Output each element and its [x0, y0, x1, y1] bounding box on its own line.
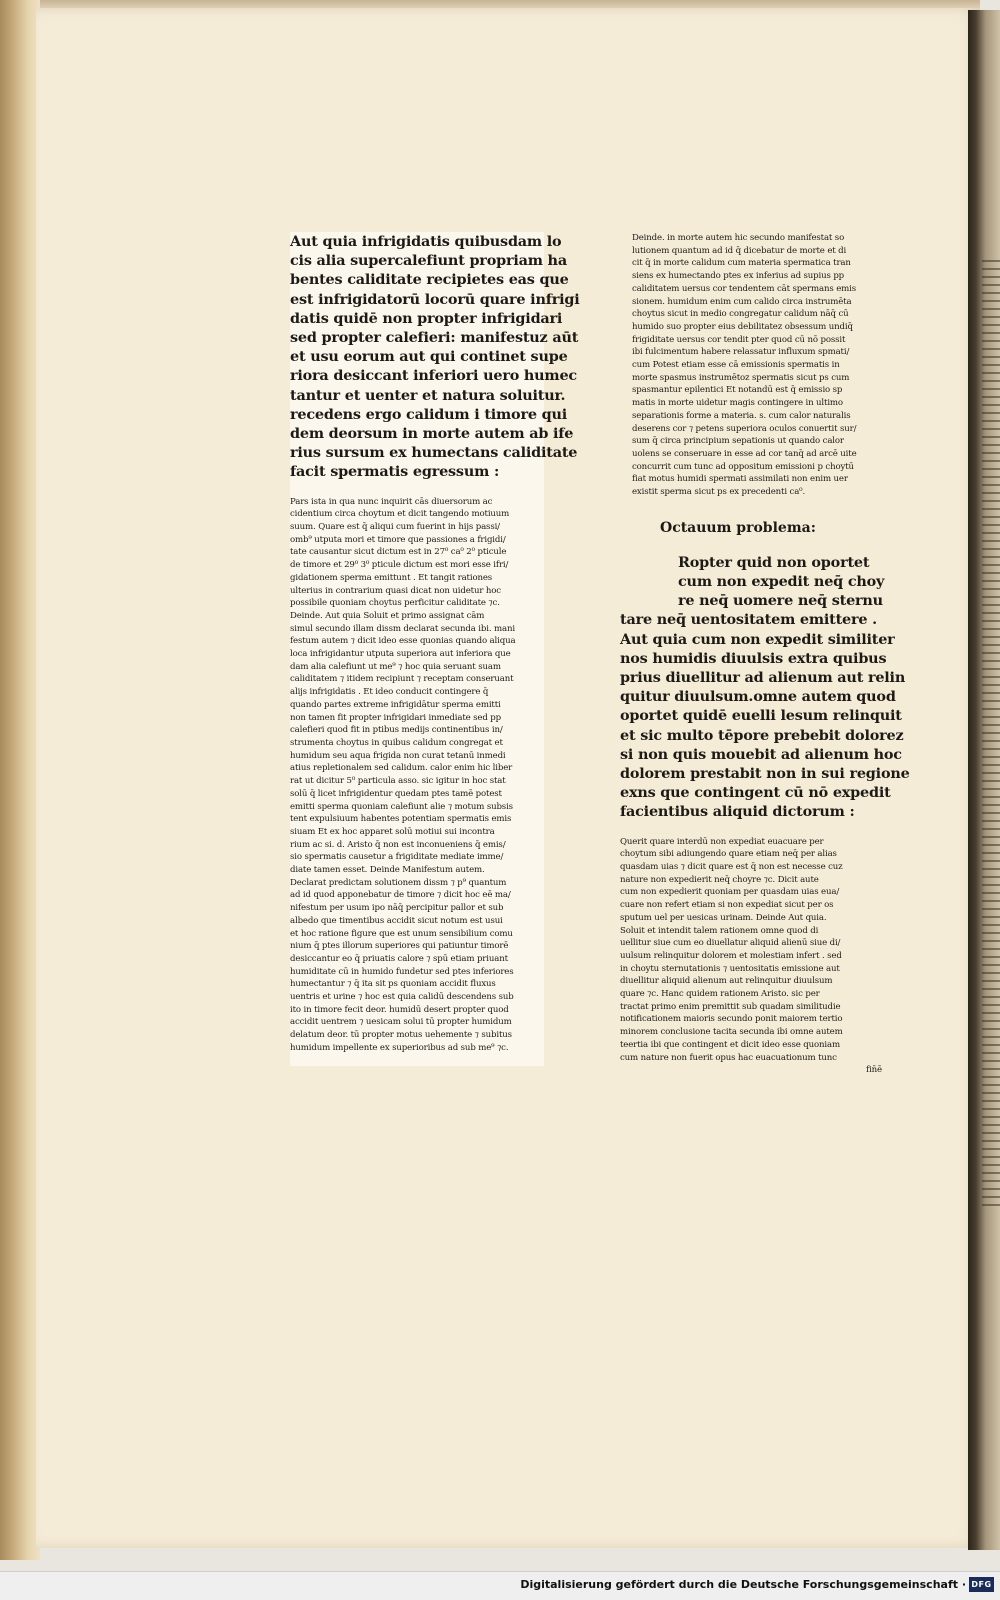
commentary-line: choytus sicut in medio congregatur calidum nāq̄ cū	[632, 309, 849, 320]
right-commentary-bottom	[620, 836, 882, 1077]
commentary-line: uolens se conseruare in esse ad cor tanq̄ ad arcē uite	[632, 448, 857, 459]
commentary-line: nifestum per usum ipo nāq̄ percipitur pallor et sub	[290, 903, 504, 914]
funding-notice: Digitalisierung gefördert durch die Deutsche Forschungsgemeinschaft ·	[520, 1578, 966, 1591]
text-line: cum non expedit neq̄ choy	[678, 572, 885, 590]
commentary-line: quare ⁊c. Hanc quidem rationem Aristo. sic per	[620, 989, 820, 1000]
commentary-line: rium ac si. d. Aristo q̄ non est inconueniens q̄ emis/	[290, 839, 506, 850]
commentary-line: et hoc ratione figure que est unum sensibilium comu	[290, 928, 513, 939]
right-main-text	[620, 553, 910, 822]
text-line: sed propter calefieri: manifestuz aūt	[290, 329, 579, 347]
text-line: et sic multo tēpore prebebit dolorez	[620, 726, 904, 744]
commentary-line: fiat motus humidi spermati assimilati non enim uer	[632, 474, 848, 485]
commentary-line: Deinde. Aut quia Soluit et primo assignat cām	[290, 610, 485, 621]
text-line: oportet quidē euelli lesum relinquit	[620, 707, 902, 725]
text-line: rius sursum ex humectans caliditate	[290, 444, 578, 462]
commentary-line: quando partes extreme infrigidātur sperma emitti	[290, 699, 501, 710]
commentary-line: notificationem maioris secundo ponit maiorem tertio	[620, 1014, 843, 1025]
commentary-line: cuare non refert etiam si non expediat sicut per os	[620, 900, 834, 911]
text-line: est infrigidatorū locorū quare infrigi	[290, 290, 580, 308]
commentary-line: alijs infrigidatis . Et ideo conducit contingere q̄	[290, 687, 489, 698]
commentary-line: humiditate cū in humido fundetur sed ptes inferiores	[290, 966, 514, 977]
text-line: cis alia supercalefiunt propriam ha	[290, 252, 567, 270]
commentary-line: teertia ibi que contingent et dicit ideo esse quoniam	[620, 1039, 840, 1050]
commentary-line: diate tamen esset. Deinde Manifestum autem.	[290, 865, 485, 876]
text-line: dem deorsum in morte autem ab ife	[290, 425, 574, 443]
commentary-line: cit q̄ in morte calidum cum materia spermatica tran	[632, 258, 851, 269]
text-line: exns que contingent cū nō expedit	[620, 784, 891, 802]
footer-bar	[0, 1571, 1000, 1600]
commentary-line: siens ex humectando ptes ex inferius ad supius pp	[632, 271, 845, 282]
commentary-line: desiccantur eo q̄ priuatis calore ⁊ spū etiam priuant	[290, 953, 508, 964]
commentary-line: uulsum relinquitur dolorem et molestiam infert . sed	[620, 950, 842, 961]
commentary-line: frigiditate uersus cor tendit pter quod cū nō possit	[632, 334, 846, 345]
commentary-line: cum nature non fuerit opus hac euacuationum tunc	[620, 1052, 837, 1063]
commentary-line: sum q̄ circa principium sepationis ut quando calor	[632, 436, 844, 447]
commentary-line: humidum seu aqua frigida non curat tetanū inmedi	[290, 750, 506, 761]
commentary-line: nium q̄ ptes illorum superiores qui patiuntur timorē	[290, 941, 509, 952]
commentary-line: solū q̄ licet infrigidentur quedam ptes tamē potest	[290, 788, 502, 799]
commentary-line: in choytu sternutationis ⁊ uentositatis emissione aut	[620, 963, 840, 974]
commentary-line: atius repletionalem sed calidum. calor enim hic liber	[290, 763, 513, 774]
commentary-line: lutionem quantum ad id q̄ dicebatur de morte et di	[632, 245, 847, 256]
commentary-line: existit sperma sicut ps ex precedenti ca⁰.	[632, 487, 806, 498]
commentary-line: cidentium circa choytum et dicit tangendo motiuum	[290, 509, 510, 520]
text-line: re neq̄ uomere neq̄ sternu	[678, 592, 883, 610]
text-line: Ropter quid non oportet	[678, 553, 870, 571]
commentary-line: Deinde. in morte autem hic secundo manifestat so	[632, 233, 845, 243]
commentary-line: choytum sibi adiungendo quare etiam neq̄ per alias	[620, 849, 837, 860]
text-line: bentes caliditate recipietes eas que	[290, 271, 569, 289]
book-left-edge	[0, 0, 40, 1560]
commentary-line: quasdam uias ⁊ dicit quare est q̄ non est necesse cuz	[620, 862, 843, 873]
dfg-logo: DFG	[969, 1577, 994, 1592]
commentary-line: Pars ista in qua nunc inquirit cās diuersorum ac	[290, 496, 493, 507]
commentary-line: delatum deor. tū propter motus uehemente ⁊ subitus	[290, 1030, 512, 1041]
commentary-line: gidationem sperma emittunt . Et tangit rationes	[290, 572, 493, 583]
commentary-line: spasmantur epilentici Et notandū est q̄ emissio sp	[632, 385, 843, 396]
commentary-line: calefieri quod fit in ptibus medijs continentibus in/	[290, 725, 503, 736]
commentary-line: morte spasmus instrumētoz spermatis sicut ps cum	[632, 372, 850, 383]
commentary-line: ulterius in contrarium quasi dicat non uidetur hoc	[290, 585, 501, 596]
commentary-line: sputum uel per uesicas urinam. Deinde Aut quia.	[620, 912, 827, 923]
left-main-text	[290, 232, 580, 482]
commentary-line: rat ut dicitur 5⁰ particula asso. sic igitur in hoc stat	[290, 776, 506, 787]
commentary-line: diuellitur aliquid alienum aut relinquitur diuulsum	[620, 976, 833, 987]
commentary-line: matis in morte uidetur magis contingere in ultimo	[632, 398, 843, 409]
commentary-line: dam alia calefiunt ut me⁹ ⁊ hoc quia seruant suam	[290, 661, 501, 672]
right-commentary-top	[620, 232, 882, 499]
text-line: Aut quia infrigidatis quibusdam lo	[290, 233, 562, 250]
text-line: facientibus aliquid dictorum :	[620, 803, 855, 821]
section-heading: Octauum problema:	[660, 519, 816, 536]
commentary-line: uentris et urine ⁊ hoc est quia calidū descendens sub	[290, 992, 514, 1003]
commentary-line: minorem conclusione tacita secunda ibi omne autem	[620, 1027, 843, 1038]
commentary-line: accidit uentrem ⁊ uesicam solui tū propter humidum	[290, 1017, 512, 1028]
commentary-line: ibi fulcimentum habere relassatur influxum spmati/	[632, 347, 850, 358]
commentary-line: Declarat predictam solutionem dissm ⁊ p⁹ quantum	[290, 877, 507, 888]
commentary-line: sio spermatis causetur a frigiditate mediate imme/	[290, 852, 504, 863]
commentary-line: uellitur siue cum eo diuellatur aliquid alienū siue di/	[620, 938, 841, 949]
commentary-line: omb⁹ utputa mori et timore que passiones a frigidi/	[290, 534, 506, 545]
text-line: Aut quia cum non expedit similiter	[620, 630, 895, 648]
text-line: quitur diuulsum.omne autem quod	[620, 688, 896, 706]
commentary-line: tractat primo enim premittit sub quadam similitudie	[620, 1001, 841, 1012]
text-line: nos humidis diuulsis extra quibus	[620, 649, 887, 667]
text-line: dolorem prestabit non in sui regione	[620, 765, 910, 782]
commentary-line: cum Potest etiam esse cā emissionis spermatis in	[632, 360, 840, 371]
commentary-line: Soluit et intendit talem rationem omne quod di	[620, 925, 819, 936]
commentary-line: siuam Et ex hoc apparet solū motiui sui incontra	[290, 826, 495, 837]
next-page-edge	[982, 260, 1000, 1210]
catchword: fin̄ē	[866, 1065, 882, 1076]
right-text-column	[620, 232, 910, 1078]
commentary-line: cum non expedierit quoniam per quasdam uias eua/	[620, 887, 840, 898]
commentary-line: ito in timore fecit deor. humidū desert propter quod	[290, 1004, 509, 1015]
commentary-line: deserens cor ⁊ petens superiora oculos conuertit sur/	[632, 423, 857, 434]
commentary-line: albedo que timentibus accidit sicut notum est usui	[290, 915, 503, 926]
left-commentary	[290, 496, 544, 1055]
commentary-line: humidum impellente ex superioribus ad sub me⁹ ⁊c.	[290, 1042, 509, 1053]
text-line: tare neq̄ uentositatem emittere .	[620, 611, 877, 629]
commentary-line: strumenta choytus in quibus calidum congregat et	[290, 738, 503, 748]
text-line: facit spermatis egressum :	[290, 463, 500, 481]
commentary-line: humido suo propter eius debilitatez obsessum undiq̄	[632, 321, 853, 332]
commentary-line: concurrit cum tunc ad oppositum emissioni p choytū	[632, 461, 854, 472]
commentary-line: tate causantur sicut dictum est in 27⁰ ca⁰ 2⁰ pticule	[290, 547, 507, 558]
text-line: prius diuellitur ad alienum aut relin	[620, 668, 906, 686]
commentary-line: caliditatem uersus cor tendentem cāt spermans emis	[632, 283, 857, 294]
commentary-line: de timore et 29⁰ 3⁰ pticule dictum est mori esse ifri/	[290, 560, 509, 571]
commentary-line: humectantur ⁊ q̄ ita sit ps quoniam accidit fluxus	[290, 979, 496, 990]
text-line: et usu eorum aut qui continet supe	[290, 348, 568, 366]
commentary-line: simul secundo illam dissm declarat secunda ibi. mani	[290, 623, 515, 634]
text-line: recedens ergo calidum i timore qui	[290, 405, 567, 423]
commentary-line: non tamen fit propter infrigidari inmediate sed pp	[290, 712, 502, 723]
text-line: si non quis mouebit ad alienum hoc	[620, 745, 902, 763]
commentary-line: loca infrigidantur utputa superiora aut inferiora que	[290, 649, 511, 660]
text-line: datis quidē non propter infrigidari	[290, 309, 563, 327]
commentary-line: caliditatem ⁊ itidem recipiunt ⁊ receptam conseruant	[290, 674, 514, 685]
text-line: tantur et uenter et natura soluitur.	[290, 386, 566, 404]
commentary-line: possibile quoniam choytus perficitur caliditate ⁊c.	[290, 598, 500, 609]
commentary-line: emitti sperma quoniam calefiunt alie ⁊ motum subsis	[290, 801, 513, 812]
commentary-line: suum. Quare est q̄ aliqui cum fuerint in hijs passi/	[290, 522, 500, 533]
commentary-line: separationis forme a materia. s. cum calor naturalis	[632, 410, 851, 421]
commentary-line: festum autem ⁊ dicit ideo esse quonias quando aliqua	[290, 636, 516, 647]
text-line: riora desiccant inferiori uero humec	[290, 367, 577, 385]
commentary-line: tent expulsiuum habentes potentiam spermatis emis	[290, 814, 512, 825]
commentary-line: nature non expedierit neq̄ choyre ⁊c. Dicit aute	[620, 874, 819, 885]
commentary-line: sionem. humidum enim cum calido circa instrumēta	[632, 296, 852, 307]
commentary-line: ad id quod apponebatur de timore ⁊ dicit hoc eē ma/	[290, 890, 511, 901]
left-text-column	[290, 232, 580, 1066]
commentary-line: Querit quare interdū non expediat euacuare per	[620, 836, 824, 847]
